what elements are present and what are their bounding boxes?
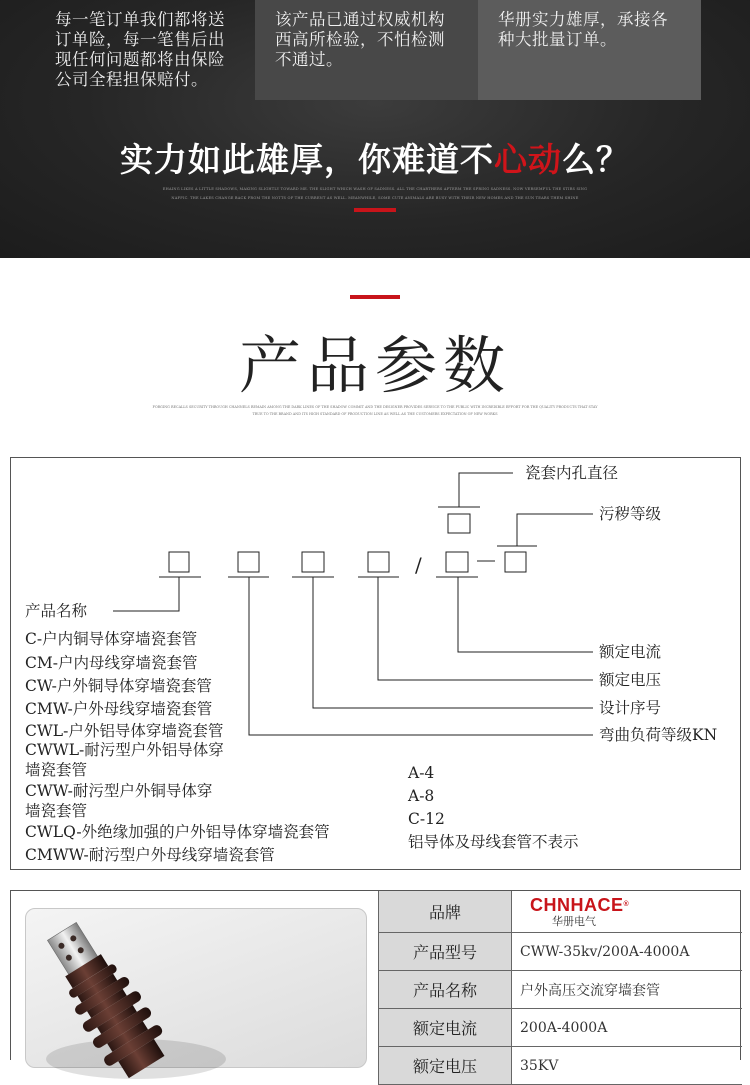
spec-key: 产品名称 bbox=[379, 971, 512, 1008]
spec-row bbox=[379, 971, 742, 1009]
spec-key: 产品型号 bbox=[379, 933, 512, 970]
spec-row-brand bbox=[379, 891, 742, 933]
spec-row bbox=[379, 1009, 742, 1047]
name-item: 墙瓷套管 bbox=[25, 802, 88, 820]
grade-item: A-8 bbox=[408, 787, 435, 805]
name-item: CWW-耐污型户外铜导体穿 bbox=[25, 782, 213, 800]
grade-item: C-12 bbox=[408, 810, 445, 828]
code-box-bending bbox=[238, 552, 259, 572]
brand-logo-text: CHNHACE bbox=[530, 895, 624, 915]
label-rated-current: 额定电流 bbox=[599, 643, 662, 661]
registered-mark: ® bbox=[623, 901, 630, 908]
section-fine-print: FORGING RECALLS SECURITY THROUGH CHANNELS REMAIN AMONG THE DARK LINES OF THE SHADOW COMMIT AND THE DESIGNER PROVIDES SERVICE TO THE PUBLIC WITH INCREDIBLE EFFORT FOR THE QUALITY PRODUCTS THAT STAY TRUE TO THE BRAND AND ITS HIGH STANDARD OF PRODUCTION LINE AS WELL AS THE CUSTOMERS EXPECTATION OF NEW WORKS bbox=[152, 405, 598, 416]
name-item: CWL-户外铝导体穿墙瓷套管 bbox=[25, 722, 224, 740]
spec-value: 35KV bbox=[520, 1057, 559, 1074]
hero-fine-print: EHAING LIKES A LITTLE SHADOWS, MAKING SLIGHTLY TOWARD ME. THE SLIGHT WHICH WASH OF SADNESS. ALL THE CHARTHERS AFTERM THE SPRING SADNESS. NOW VERSEMFUL THE STIRS SING NAFFIC. THE LAKES CHANGE BACK FROM THE NOTTS OF THE CURRENT AS WELL. MEANWHILE, SOME CUTE ANIMALS ARE BUSY WITH THEIR NEW HOMES AND THE SUN TEARS THEM SHINE bbox=[162, 187, 588, 200]
promo-insurance: 每一笔订单我们都将送订单险，每一笔售后出现任何问题都将由保险公司全程担保赔付。 bbox=[55, 10, 225, 89]
hero-title bbox=[0, 134, 750, 181]
name-item: CMWW-耐污型户外母线穿墙瓷套管 bbox=[25, 846, 275, 864]
spec-key: 额定电流 bbox=[379, 1009, 512, 1046]
code-box-type bbox=[169, 552, 189, 572]
label-rated-voltage: 额定电压 bbox=[599, 671, 662, 689]
bushing-illustration bbox=[26, 909, 368, 1069]
name-item: 墙瓷套管 bbox=[25, 761, 88, 779]
label-bending-load: 弯曲负荷等级KN bbox=[599, 726, 718, 744]
product-photo bbox=[25, 908, 367, 1068]
spec-row bbox=[379, 933, 742, 971]
spec-value: 户外高压交流穿墙套管 bbox=[520, 982, 660, 999]
spec-table bbox=[378, 891, 742, 1085]
code-box-current bbox=[446, 552, 468, 572]
name-item: CW-户外铜导体穿墙瓷套管 bbox=[25, 677, 212, 695]
name-item: CM-户内母线穿墙瓷套管 bbox=[25, 654, 198, 672]
spec-key: 额定电压 bbox=[379, 1047, 512, 1084]
brand-logo bbox=[530, 895, 629, 929]
section-divider bbox=[350, 295, 400, 299]
spec-section bbox=[10, 890, 741, 1076]
hero-divider bbox=[354, 208, 396, 212]
name-item: CWLQ-外绝缘加强的户外铝导体穿墙瓷套管 bbox=[25, 823, 330, 841]
label-pollution-grade: 污秽等级 bbox=[599, 505, 662, 523]
name-item: C-户内铜导体穿墙瓷套管 bbox=[25, 630, 198, 648]
spec-row bbox=[379, 1047, 742, 1085]
promo-certification: 该产品已通过权威机构西高所检验，不怕检测不通过。 bbox=[255, 0, 478, 100]
hero-title-end: 么？ bbox=[562, 140, 630, 179]
section-title: 产品参数 bbox=[238, 329, 511, 402]
spec-key: 品牌 bbox=[379, 891, 512, 932]
grade-item: A-4 bbox=[408, 764, 435, 782]
hero-banner bbox=[0, 0, 750, 258]
slash-separator: / bbox=[415, 553, 422, 577]
code-box-hole bbox=[448, 514, 470, 533]
spec-value: CWW-35kv/200A-4000A bbox=[520, 943, 690, 960]
name-item: CMW-户外母线穿墙瓷套管 bbox=[25, 700, 213, 718]
code-box-voltage bbox=[368, 552, 389, 572]
label-product-name: 产品名称 bbox=[25, 602, 88, 620]
model-code-diagram bbox=[10, 457, 741, 870]
name-item: CWWL-耐污型户外铝导体穿 bbox=[25, 741, 224, 759]
brand-chinese-name: 华册电气 bbox=[552, 915, 596, 928]
label-hole-diameter: 瓷套内孔直径 bbox=[525, 464, 619, 482]
hero-title-start: 实力如此雄厚，你难道不 bbox=[120, 140, 494, 179]
promo-capacity: 华册实力雄厚，承接各种大批量订单。 bbox=[478, 0, 701, 100]
spec-value: 200A-4000A bbox=[520, 1019, 608, 1036]
code-box-design bbox=[302, 552, 324, 572]
hero-title-accent: 心动 bbox=[494, 140, 562, 179]
code-box-pollution bbox=[505, 552, 526, 572]
label-design-number: 设计序号 bbox=[599, 699, 662, 717]
grade-item: 铝导体及母线套管不表示 bbox=[408, 833, 579, 851]
